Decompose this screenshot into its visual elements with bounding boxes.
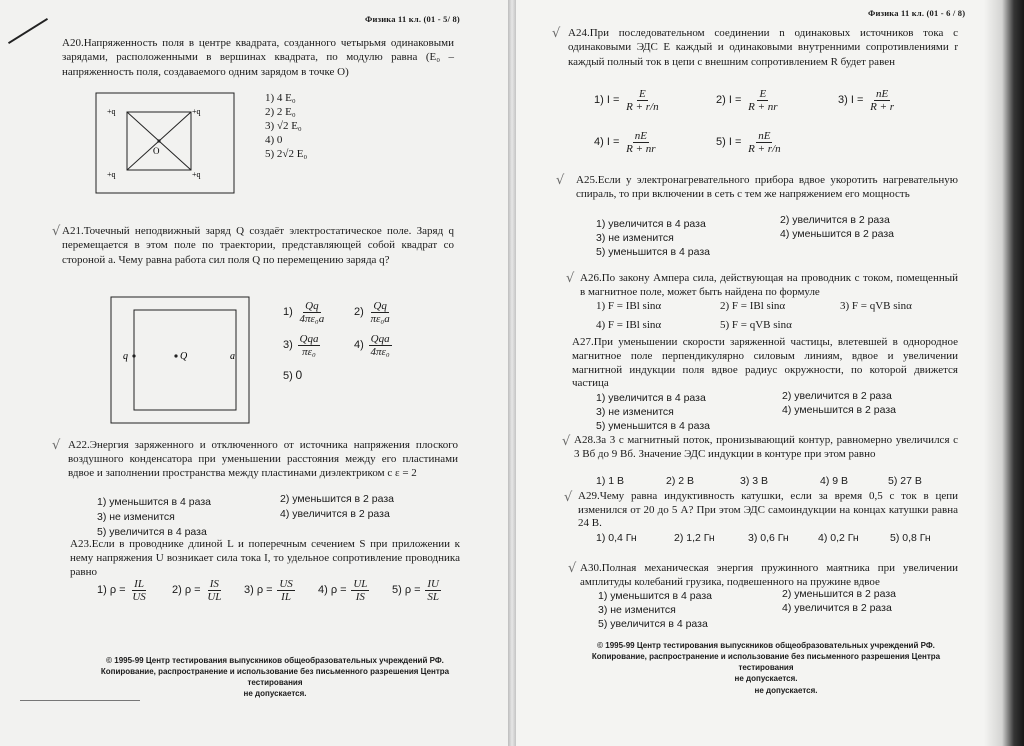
a23-option-4: 4) ρ = $\frac{UL}{IS}$ — [318, 578, 368, 603]
a29-option-5: 5) 0,8 Гн — [890, 532, 931, 544]
a26-option-5: 5) F = qVB sinα — [720, 319, 792, 331]
a28-option-5: 5) 27 В — [888, 475, 922, 487]
question-a20: A20.Напряженность поля в центре квадрата, созданного четырьмя одинаковыми зарядами, расположенными в вершинах квадрата, по модулю равна (E₀ – напряженность поля, создаваемого одним зарядом в точке O) — [62, 37, 454, 78]
a23-option-2: 2) ρ = $\frac{IS}{UL}$ — [172, 578, 222, 603]
a24-option-5: 5) I = $\frac{nE}{R + r/n}$ — [716, 130, 781, 155]
a22-option-3: 3) не изменится — [97, 511, 175, 523]
right-page-header: Физика 11 кл. (01 - 6 / 8) — [868, 8, 966, 18]
a20-option-2: 2) 2 E₀ — [265, 106, 296, 118]
question-a25: A25.Если у электронагревательного прибора вдвое укоротить нагревательную спираль, то при включении в сеть с тем же напряжением его мощность — [576, 174, 958, 201]
a21-option-3: 3) $\frac{\text{Qqa}}{\text{πε₀}}$ — [283, 333, 319, 358]
left-footer — [80, 655, 470, 699]
a29-option-1: 1) 0,4 Гн — [596, 532, 637, 544]
a26-option-2: 2) F = IBl sinα — [720, 300, 786, 312]
question-a27: A27.При уменьшении скорости заряженной частицы, влетевшей в однородное магнитное поле перпендикулярно силовым линиям, вдвое и увеличении магнитной индукции поля вдвое радиус окружности, по которой движется частица — [572, 336, 958, 390]
a24-option-3: 3) I = $\frac{nE}{R + r}$ — [838, 88, 895, 113]
a30-option-2: 2) уменьшится в 2 раза — [782, 588, 897, 600]
a26-option-3: 3) F = qVB sinα — [840, 300, 912, 312]
question-a30: A30.Полная механическая энергия пружинного маятника при увеличении амплитуды колебаний грузика, подвешенного на пружине вдвое — [580, 562, 958, 589]
a26-option-1: 1) F = IBl sinα — [596, 300, 662, 312]
a28-option-4: 4) 9 В — [820, 475, 849, 487]
check-mark-icon: √ — [52, 224, 61, 239]
footer-line: Копирование, распространение и использование без письменного разрешения Центра тестирования — [591, 652, 941, 672]
a23-option-3: 3) ρ = $\frac{US}{IL}$ — [244, 578, 293, 603]
a21-option-1: 1) $\frac{Qq}{\text{4πε₀a}}$ — [283, 300, 325, 325]
right-page — [516, 0, 1024, 746]
question-a24: A24.При последовательном соединении n одинаковых источников тока с одинаковыми ЭДС E каждый и одинаковыми внутренними сопротивлениями r каждый полный ток в цепи с внешним сопротивлением R будет равен — [568, 27, 958, 68]
right-footer — [576, 640, 956, 684]
a26-option-4: 4) F = IBl sinα — [596, 319, 662, 331]
a25-option-4: 4) уменьшится в 2 раза — [780, 228, 895, 240]
a28-option-2: 2) 2 В — [666, 475, 695, 487]
a21-option-2: 2) $\frac{Qq}{\text{πε₀a}}$ — [354, 300, 390, 325]
a23-option-1: 1) ρ = $\frac{IL}{US}$ — [97, 578, 146, 603]
check-mark-icon: √ — [566, 271, 575, 286]
footer-line: не допускается. — [243, 689, 307, 698]
a30-option-5: 5) увеличится в 4 раза — [598, 618, 708, 630]
a25-option-5: 5) уменьшится в 4 раза — [596, 246, 711, 258]
a30-option-1: 1) уменьшится в 4 раза — [598, 590, 713, 602]
center-label: O — [153, 146, 160, 156]
a20-option-4: 4) 0 — [265, 134, 283, 146]
question-a29: A29.Чему равна индуктивность катушки, если за время 0,5 с ток в цепи изменился от 20 до 5 А? При этом ЭДС самоиндукции на концах катушки равна 24 В. — [578, 490, 958, 530]
a22-option-1: 1) уменьшится в 4 раза — [97, 496, 212, 508]
a21-option-5: 5) 0 — [283, 368, 303, 382]
a20-option-3: 3) √2 E₀ — [265, 120, 302, 132]
scan-mark — [8, 18, 48, 44]
a27-option-2: 2) увеличится в 2 раза — [782, 390, 892, 402]
footer-line: © 1995-99 Центр тестирования выпускников общеобразовательных учреждений РФ. — [106, 656, 444, 665]
page-gutter — [508, 0, 516, 746]
charge-label: +q — [192, 107, 201, 116]
a-label: a — [230, 351, 235, 362]
a29-option-3: 3) 0,6 Гн — [748, 532, 789, 544]
scan-mark — [20, 700, 140, 701]
a28-option-3: 3) 3 В — [740, 475, 769, 487]
check-mark-icon: √ — [52, 438, 61, 453]
check-mark-icon: √ — [562, 434, 571, 449]
Q-label: Q — [180, 351, 188, 362]
a24-option-1: 1) I = $\frac{E}{R + r/n}$ — [594, 88, 659, 113]
question-a23: A23.Если в проводнике длиной L и поперечным сечением S при приложении к нему напряжения U возникает сила тока I, то удельное сопротивление проводника равно — [70, 538, 460, 578]
a20-square-figure — [95, 92, 235, 194]
right-footer-extra: не допускается. — [754, 686, 818, 695]
scan-shadow-edge — [984, 0, 1024, 746]
left-page — [0, 0, 508, 746]
a27-option-4: 4) уменьшится в 2 раза — [782, 404, 897, 416]
a24-option-4: 4) I = $\frac{nE}{R + nr}$ — [594, 130, 656, 155]
a20-option-5: 5) 2√2 E₀ — [265, 148, 308, 160]
a22-option-2: 2) уменьшится в 2 раза — [280, 493, 395, 505]
footer-line: Копирование, распространение и использование без письменного разрешения Центра тестирования — [100, 667, 450, 687]
footer-line: © 1995-99 Центр тестирования выпускников общеобразовательных учреждений РФ. — [597, 641, 935, 650]
a24-option-2: 2) I = $\frac{E}{R + nr}$ — [716, 88, 778, 113]
a30-option-4: 4) увеличится в 2 раза — [782, 602, 892, 614]
a25-option-3: 3) не изменится — [596, 232, 674, 244]
left-page-header: Физика 11 кл. (01 - 5/ 8) — [365, 14, 460, 24]
charge-label: +q — [192, 170, 201, 179]
a29-option-2: 2) 1,2 Гн — [674, 532, 715, 544]
a27-option-1: 1) увеличится в 4 раза — [596, 392, 706, 404]
question-a22: A22.Энергия заряженного и отключенного от источника напряжения плоского воздушного конденсатора при уменьшении расстояния между его пластинами вдвое и заполнении пространства между пластинами диэлектриком с ε = 2 — [68, 439, 458, 479]
check-mark-icon: √ — [568, 561, 577, 576]
question-a26: A26.По закону Ампера сила, действующая на проводник с током, помещенный в магнитное поле, может быть найдена по формуле — [580, 272, 958, 299]
check-mark-icon: √ — [564, 490, 573, 505]
question-a21: A21.Точечный неподвижный заряд Q создаёт электростатическое поле. Заряд q перемещается в этом поле по траектории, представляющей собой квадрат со стороной a. Чему равна работа сил поля Q по перемещению заряда q? — [62, 225, 454, 266]
a23-option-5: 5) ρ = $\frac{IU}{SL}$ — [392, 578, 439, 603]
a27-option-5: 5) уменьшится в 4 раза — [596, 420, 711, 432]
a21-option-4: 4) $\frac{\text{Qqa}}{\text{4πε₀}}$ — [354, 333, 390, 358]
check-mark-icon: √ — [556, 173, 565, 188]
charge-label: +q — [107, 107, 116, 116]
a27-option-3: 3) не изменится — [596, 406, 674, 418]
footer-line: не допускается. — [734, 674, 798, 683]
charge-label: +q — [107, 170, 116, 179]
q-label: q — [123, 351, 128, 362]
a29-option-4: 4) 0,2 Гн — [818, 532, 859, 544]
a22-option-4: 4) увеличится в 2 раза — [280, 508, 390, 520]
check-mark-icon: √ — [552, 26, 561, 41]
a28-option-1: 1) 1 В — [596, 475, 625, 487]
a30-option-3: 3) не изменится — [598, 604, 676, 616]
a21-square-figure — [110, 296, 250, 424]
a22-option-5: 5) увеличится в 4 раза — [97, 526, 207, 538]
a25-option-1: 1) увеличится в 4 раза — [596, 218, 706, 230]
question-a28: A28.За 3 с магнитный поток, пронизывающий контур, равномерно увеличился с 3 Вб до 9 Вб. Значение ЭДС индукции в контуре при этом равно — [574, 434, 958, 460]
a25-option-2: 2) увеличится в 2 раза — [780, 214, 890, 226]
a20-option-1: 1) 4 E₀ — [265, 92, 296, 104]
